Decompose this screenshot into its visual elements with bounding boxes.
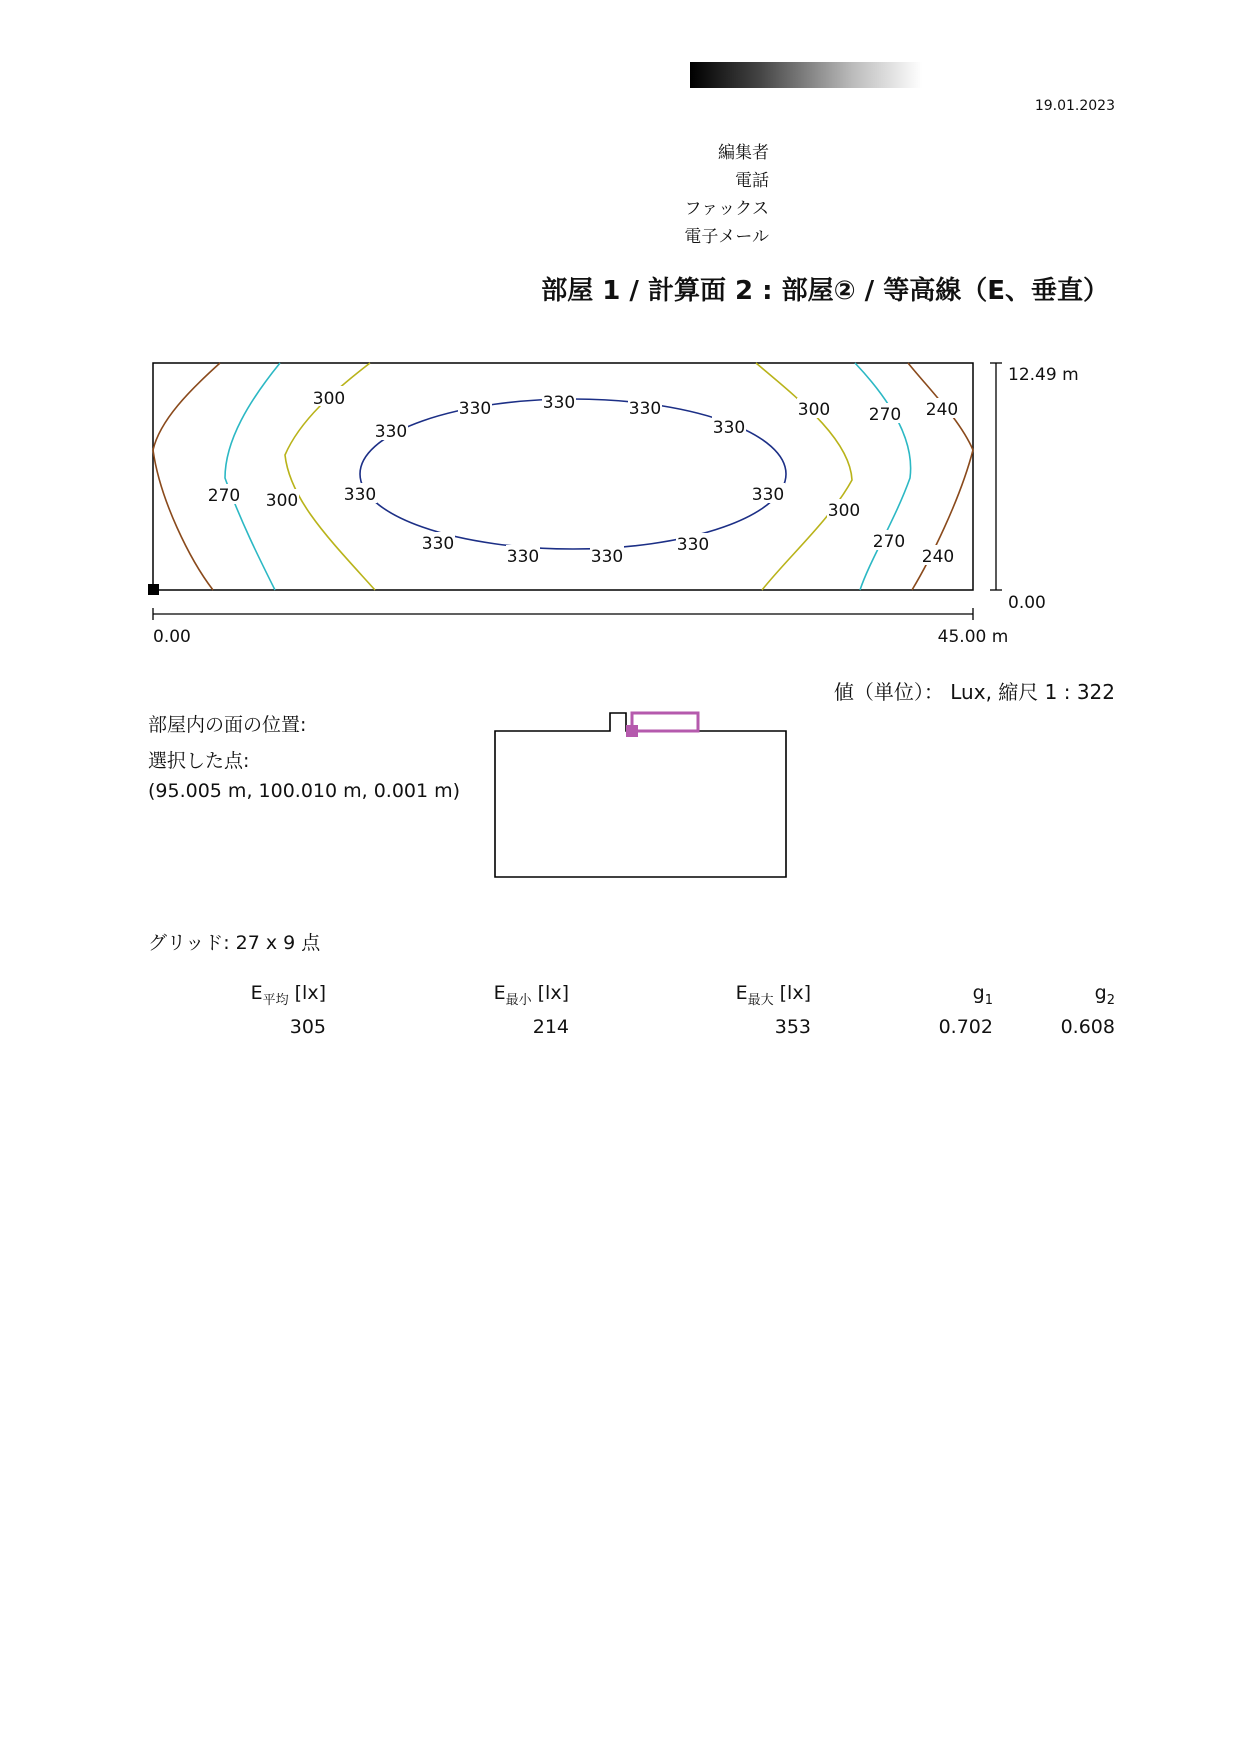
contour-label: 330: [343, 485, 377, 505]
email-label: 電子メール: [684, 227, 769, 247]
y-max-label: 12.49 m: [1008, 365, 1079, 385]
contour-label: 300: [797, 400, 831, 420]
selected-point-label: 選択した点:: [148, 750, 250, 772]
room-outline: [495, 713, 786, 877]
x-max-label: 45.00 m: [937, 627, 1009, 647]
contour-label: 330: [751, 485, 785, 505]
page-title: 部屋 1 / 計算面 2 : 部屋② / 等高線（E、垂直）: [541, 276, 1109, 306]
fax-label: ファックス: [684, 199, 769, 219]
stat-value-e-avg: 305: [289, 1016, 326, 1038]
unit-scale-text: 値（単位）： Lux, 縮尺 1 : 322: [833, 680, 1115, 704]
y-min-label: 0.00: [1008, 593, 1046, 613]
stat-header-e-avg: $E_{平均}$ [lx]: [250, 982, 326, 1008]
contour-label: 240: [925, 400, 959, 420]
selected-point-marker: [626, 725, 638, 737]
contour-label: 300: [827, 501, 861, 521]
x-min-label: 0.00: [153, 627, 191, 647]
grid-info: グリッド: 27 x 9 点: [148, 932, 321, 954]
stat-value-e-min: 214: [532, 1016, 569, 1038]
contour-label: 330: [590, 547, 624, 567]
contour-label: 330: [676, 535, 710, 555]
stat-header-g1: $g_1$: [972, 982, 993, 1008]
contour-label: 270: [872, 532, 906, 552]
stat-value-g1: 0.702: [938, 1016, 993, 1038]
contour-270-right: [855, 363, 911, 590]
contour-label: 240: [921, 547, 955, 567]
surface-highlight: [632, 713, 698, 731]
contour-label: 300: [265, 491, 299, 511]
stat-header-e-max: $E_{最大}$ [lx]: [735, 982, 811, 1008]
stat-value-g2: 0.608: [1060, 1016, 1115, 1038]
stat-header-g2: $g_2$: [1094, 982, 1115, 1008]
contour-label: 270: [207, 486, 241, 506]
contour-270-left: [225, 363, 280, 590]
selected-point-coords: (95.005 m, 100.010 m, 0.001 m): [148, 780, 461, 802]
contour-240-left: [153, 363, 220, 590]
stat-value-e-max: 353: [774, 1016, 811, 1038]
surface-position-label: 部屋内の面の位置:: [148, 714, 307, 736]
contour-labels: [207, 386, 959, 567]
contour-label: 330: [712, 418, 746, 438]
phone-label: 電話: [735, 171, 769, 191]
contour-label: 300: [312, 389, 346, 409]
origin-marker: [148, 584, 159, 595]
contour-label: 330: [458, 399, 492, 419]
report-date: 19.01.2023: [1034, 98, 1115, 114]
room-plan-diagram: [490, 705, 790, 885]
editor-label: 編集者: [718, 143, 769, 163]
contour-label: 330: [374, 422, 408, 442]
contour-label: 330: [506, 547, 540, 567]
contour-label: 270: [868, 405, 902, 425]
contour-label: 330: [421, 534, 455, 554]
contour-label: 330: [542, 393, 576, 413]
contour-300-right: [756, 363, 852, 590]
contour-plot: [0, 0, 1241, 660]
stat-header-e-min: $E_{最小}$ [lx]: [493, 982, 569, 1008]
contour-label: 330: [628, 399, 662, 419]
